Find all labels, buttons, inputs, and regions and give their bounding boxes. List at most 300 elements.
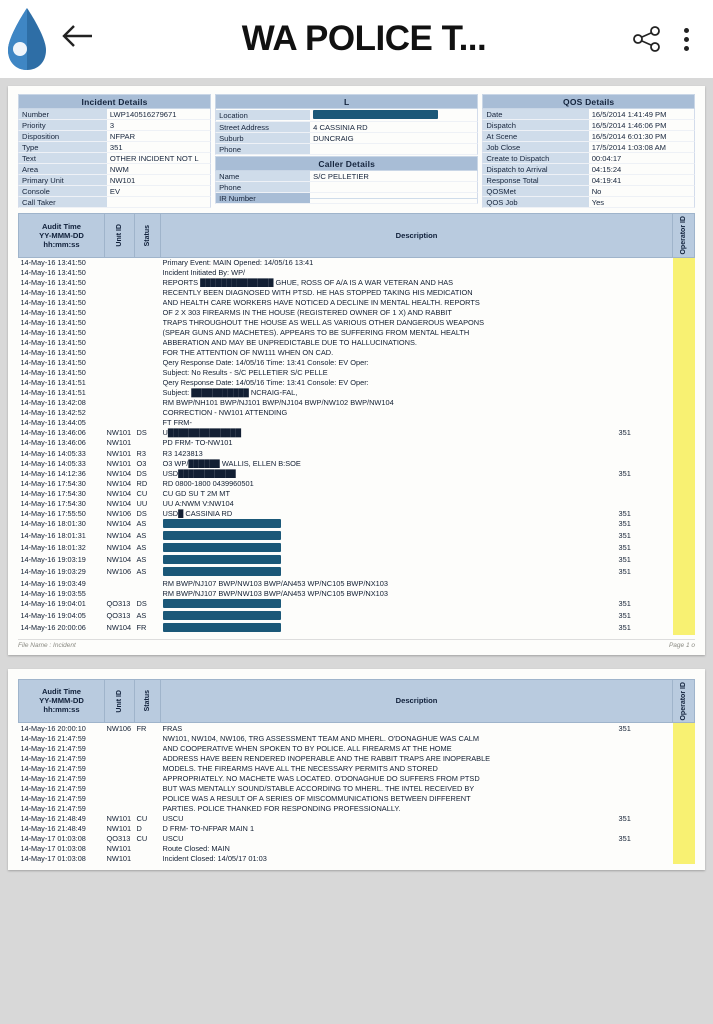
cell-unit-id: NW104: [106, 554, 132, 564]
cell-unit-id: NW104: [106, 498, 132, 508]
cell-operator-id: [673, 753, 695, 763]
cell-description: [161, 488, 673, 498]
kv-value: [310, 198, 477, 199]
kv-key: Area: [19, 164, 107, 174]
table-row: [19, 398, 695, 408]
cell-audit-time: 14-May-16 21:47:59: [20, 773, 86, 783]
col-status-label: Status: [144, 224, 151, 246]
cell-unit-id: [105, 308, 135, 318]
cell-unit-id: QO313: [106, 598, 131, 608]
description-code: [619, 398, 671, 407]
kv-key: Date: [483, 109, 588, 119]
table-row: [19, 348, 695, 358]
kv-key: Phone: [216, 144, 310, 154]
cell-operator-id: [673, 793, 695, 803]
description-text: CORRECTION - NW101 ATTENDING: [162, 408, 288, 418]
description-code: [619, 754, 671, 763]
kv-value: 16/5/2014 1:46:06 PM: [589, 120, 694, 130]
document-page-1: [8, 86, 705, 655]
cell-operator-id: [673, 438, 695, 448]
kv-value: 351: [107, 142, 210, 152]
cell-description: [161, 498, 673, 508]
col-audit-time: [19, 679, 105, 723]
cell-operator-id: [673, 508, 695, 518]
cell-description: [161, 611, 673, 623]
description-text: USCU: [162, 833, 184, 843]
cell-status: AS: [136, 518, 147, 528]
kv-key: Type: [19, 142, 107, 152]
kv-key: IR Number: [216, 193, 310, 203]
table-row: [19, 498, 695, 508]
col-status: [135, 679, 161, 723]
cell-description: [161, 278, 673, 288]
cell-unit-id: NW104: [106, 623, 132, 632]
cell-status: AS: [136, 566, 147, 576]
cell-status: AS: [136, 542, 147, 552]
cell-operator-id: [673, 743, 695, 753]
table-row: [19, 854, 695, 864]
kv-key: Street Address: [216, 122, 310, 132]
cell-audit-time: 14-May-16 18:01:30: [20, 518, 86, 528]
kv-key: Text: [19, 153, 107, 163]
cell-description: [161, 623, 673, 635]
cell-description: [161, 823, 673, 833]
kv-row: [215, 171, 478, 182]
location-details-band: L: [215, 94, 478, 109]
cell-unit-id: [105, 368, 135, 378]
cell-status: DS: [136, 598, 147, 608]
cell-status: [135, 308, 161, 318]
cell-operator-id: [673, 498, 695, 508]
table-row: [19, 438, 695, 448]
table-row: [19, 743, 695, 753]
col-operator-id-label: Operator ID: [680, 216, 687, 255]
kv-row: [18, 120, 211, 131]
cell-unit-id: NW101: [106, 813, 132, 823]
cell-status: [135, 783, 161, 793]
kv-value: NW101: [107, 175, 210, 185]
kv-key: Suburb: [216, 133, 310, 143]
description-text: BUT WAS MENTALLY SOUND/STABLE ACCORDING TO MHERL. THE INTEL RECEIVED BY: [162, 783, 475, 793]
cell-audit-time: 14-May-16 13:41:50: [20, 277, 86, 287]
cell-operator-id: [673, 368, 695, 378]
redaction-bar: [313, 110, 438, 119]
cell-operator-id: [673, 773, 695, 783]
cell-audit-time: 14-May-16 20:00:10: [20, 723, 86, 733]
redaction-bar: [163, 519, 281, 528]
kv-value: [310, 109, 477, 121]
table-row: [19, 813, 695, 823]
share-icon[interactable]: [632, 25, 662, 53]
cell-audit-time: 14-May-17 01:03:08: [20, 853, 86, 863]
table-row: [19, 566, 695, 578]
cell-audit-time: 14-May-16 13:42:52: [20, 408, 86, 418]
cell-status: DS: [136, 428, 147, 438]
description-code: [619, 378, 671, 387]
cell-audit-time: 14-May-16 18:01:31: [20, 530, 86, 540]
cell-unit-id: [105, 743, 135, 753]
cell-operator-id: [673, 398, 695, 408]
cell-status: [135, 438, 161, 448]
cell-unit-id: NW101: [106, 843, 132, 853]
kv-value: DUNCRAIG: [310, 133, 477, 143]
kv-value: OTHER INCIDENT NOT L: [107, 153, 210, 163]
cell-description: [161, 257, 673, 268]
description-code: [619, 459, 671, 468]
cell-status: [135, 278, 161, 288]
description-code: [619, 438, 671, 447]
cell-unit-id: [105, 589, 135, 599]
description-text: AND COOPERATIVE WHEN SPOKEN TO BY POLICE. ALL FIREARMS AT THE HOME: [162, 743, 452, 753]
description-code: [619, 388, 671, 397]
kv-key: At Scene: [483, 131, 588, 141]
kv-row: [18, 175, 211, 186]
kv-row: [482, 109, 695, 120]
description-code: 351: [618, 723, 631, 733]
cell-operator-id: [673, 388, 695, 398]
description-text: RECENTLY BEEN DIAGNOSED WITH PTSD. HE HAS STOPPED TAKING HIS MEDICATION: [162, 288, 473, 297]
cell-description: [161, 448, 673, 458]
cell-description: [161, 518, 673, 530]
description-code: [619, 268, 671, 277]
kv-value: [310, 187, 477, 188]
description-code: 351: [618, 598, 631, 608]
cell-operator-id: [673, 418, 695, 428]
cell-description: [161, 753, 673, 763]
cell-audit-time: 14-May-16 13:46:06: [20, 428, 86, 438]
cell-description: [161, 468, 673, 478]
description-code: 351: [618, 610, 631, 620]
description-text: TRAPS THROUGHOUT THE HOUSE AS WELL AS VARIOUS OTHER DANGEROUS WEAPONS: [162, 318, 485, 328]
col-audit-time-l2: YY-MMM-DD: [39, 696, 84, 706]
description-code: [619, 318, 671, 327]
table-row: [19, 823, 695, 833]
app-bar: [0, 0, 713, 78]
table-row: [19, 723, 695, 734]
kv-key: Create to Dispatch: [483, 153, 588, 163]
cell-audit-time: 14-May-16 21:47:59: [20, 753, 86, 763]
cell-description: [161, 318, 673, 328]
cell-unit-id: NW104: [106, 468, 132, 478]
cell-audit-time: 14-May-16 17:54:30: [20, 498, 86, 508]
cell-audit-time: 14-May-16 13:41:50: [20, 267, 86, 277]
cell-audit-time: 14-May-16 18:01:32: [20, 542, 86, 552]
audit-rows-page-2: [19, 723, 695, 864]
cell-description: [161, 733, 673, 743]
col-unit-id-label: Unit ID: [116, 223, 123, 247]
kv-value: 17/5/2014 1:03:08 AM: [589, 142, 694, 152]
kv-row: [482, 175, 695, 186]
description-code: [619, 308, 671, 317]
kv-value: NFPAR: [107, 131, 210, 141]
app-bar-actions: [632, 25, 699, 53]
cell-unit-id: [105, 793, 135, 803]
description-text: RM BWP/NH101 BWP/NJ101 BWP/NJ104 BWP/NW102 BWP/NW104: [162, 398, 394, 408]
cell-audit-time: 14-May-16 13:41:50: [20, 308, 86, 318]
kv-key: QOSMet: [483, 186, 588, 196]
cell-status: [135, 753, 161, 763]
redaction-bar: [163, 599, 281, 608]
cell-status: [135, 733, 161, 743]
kv-row: [482, 142, 695, 153]
kv-row: [18, 109, 211, 120]
audit-rows-page-1: [19, 257, 695, 635]
description-code: 351: [618, 566, 631, 576]
cell-unit-id: [105, 378, 135, 388]
back-arrow-icon[interactable]: [58, 23, 96, 55]
table-row: [19, 308, 695, 318]
cell-audit-time: 14-May-16 14:12:36: [20, 468, 86, 478]
table-row: [19, 478, 695, 488]
cell-status: FR: [136, 723, 147, 733]
description-text: [163, 555, 615, 566]
overflow-menu-icon[interactable]: [678, 26, 695, 53]
cell-unit-id: NW104: [106, 530, 132, 540]
cell-operator-id: [673, 578, 695, 588]
cell-description: [161, 783, 673, 793]
cell-description: [161, 438, 673, 448]
description-text: USD█ CASSINIA RD: [162, 508, 233, 518]
cell-description: [161, 554, 673, 566]
incident-details-band: Incident Details: [18, 94, 211, 109]
description-text: FRAS: [162, 723, 183, 733]
description-text: UU A:NWM V:NW104: [162, 498, 234, 508]
kv-key: Name: [216, 171, 310, 181]
kv-key: Priority: [19, 120, 107, 130]
cell-audit-time: 14-May-16 17:55:50: [20, 508, 86, 518]
description-text: OF 2 X 303 FIREARMS IN THE HOUSE (REGISTERED OWNER OF 1 X) AND RABBIT: [162, 308, 452, 318]
kv-value: [310, 149, 477, 150]
kv-row: [18, 131, 211, 142]
table-row: [19, 388, 695, 398]
cell-description: [161, 743, 673, 753]
cell-unit-id: [105, 348, 135, 358]
description-text: NW101, NW104, NW106, TRG ASSESSMENT TEAM AND MHERL. O'DONAGHUE WAS CALM: [162, 733, 480, 743]
description-text: Subject: ███████████ NCRAIG-FAL,: [162, 388, 298, 398]
cell-status: [135, 288, 161, 298]
cell-unit-id: NW104: [106, 478, 132, 488]
cell-unit-id: [105, 288, 135, 298]
cell-status: O3: [136, 458, 147, 468]
cell-operator-id: [673, 288, 695, 298]
qos-details-block: [482, 94, 695, 208]
description-text: APPROPRIATELY. NO MACHETE WAS LOCATED. O'DONAGHUE DO SUFFERS FROM PTSD: [162, 773, 480, 783]
description-text: USCU: [162, 813, 184, 823]
cell-audit-time: 14-May-16 13:44:05: [20, 418, 86, 428]
cell-operator-id: [673, 854, 695, 864]
description-code: 351: [618, 623, 631, 632]
table-row: [19, 268, 695, 278]
cell-operator-id: [673, 408, 695, 418]
table-row: [19, 328, 695, 338]
col-audit-time-l1: Audit Time: [41, 221, 82, 231]
description-text: MODELS. THE FIREARMS HAVE ALL THE NECESSARY PERMITS AND STORED: [162, 763, 438, 773]
cell-status: [135, 368, 161, 378]
kv-key: Call Taker: [19, 197, 107, 207]
cell-status: CU: [136, 833, 148, 843]
cell-unit-id: [105, 358, 135, 368]
description-code: [619, 499, 671, 508]
description-text: Qery Response Date: 14/05/16 Time: 13:41 Console: EV Oper:: [162, 358, 369, 368]
cell-operator-id: [673, 623, 695, 635]
description-code: 351: [618, 428, 631, 438]
description-code: 351: [618, 554, 631, 564]
cell-unit-id: NW101: [106, 428, 132, 438]
cell-status: [135, 348, 161, 358]
cell-audit-time: 14-May-16 13:46:06: [20, 438, 86, 448]
description-text: D FRM- TO-NFPAR MAIN 1: [162, 823, 255, 833]
cell-description: [161, 388, 673, 398]
kv-row: [482, 131, 695, 142]
description-code: 351: [618, 530, 631, 540]
cell-description: [161, 398, 673, 408]
cell-audit-time: 14-May-16 21:47:59: [20, 783, 86, 793]
description-code: [619, 744, 671, 753]
kv-row: [215, 109, 478, 122]
description-text: [163, 531, 615, 542]
cell-description: [161, 328, 673, 338]
cell-unit-id: [105, 733, 135, 743]
table-row: [19, 834, 695, 844]
cell-operator-id: [673, 348, 695, 358]
cell-audit-time: 14-May-16 19:04:01: [20, 598, 86, 608]
cell-unit-id: NW106: [106, 566, 132, 576]
kv-key: Response Total: [483, 175, 588, 185]
cell-status: CU: [136, 488, 148, 498]
cell-status: [135, 743, 161, 753]
description-code: [619, 328, 671, 337]
description-text: ABBERATION AND MAY BE UNPREDICTABLE DUE TO HALLUCINATIONS.: [162, 338, 417, 348]
table-row: [19, 518, 695, 530]
cell-status: AS: [136, 610, 147, 620]
cell-operator-id: [673, 458, 695, 468]
kv-row: [482, 153, 695, 164]
cell-description: [161, 358, 673, 368]
kv-row: [18, 142, 211, 153]
cell-operator-id: [673, 328, 695, 338]
kv-row: [18, 186, 211, 197]
cell-description: [161, 599, 673, 611]
cell-unit-id: NW104: [106, 542, 132, 552]
kv-value: 3: [107, 120, 210, 130]
table-row: [19, 488, 695, 498]
cell-description: [161, 408, 673, 418]
cell-status: [135, 793, 161, 803]
cell-unit-id: NW101: [106, 853, 132, 863]
cell-status: [135, 398, 161, 408]
cell-description: [161, 793, 673, 803]
table-row: [19, 288, 695, 298]
table-row: [19, 318, 695, 328]
description-text: POLICE WAS A RESULT OF A SERIES OF MISCOMMUNICATIONS BETWEEN DIFFERENT: [162, 793, 471, 803]
page-footer: [18, 639, 695, 649]
col-audit-time-l1: Audit Time: [41, 687, 82, 697]
cell-operator-id: [673, 257, 695, 268]
cell-audit-time: 14-May-16 19:04:05: [20, 610, 86, 620]
description-code: [619, 408, 671, 417]
kv-value: 16/5/2014 6:01:30 PM: [589, 131, 694, 141]
cell-description: [161, 844, 673, 854]
description-code: [619, 358, 671, 367]
cell-description: [161, 428, 673, 438]
table-row: [19, 257, 695, 268]
table-row: [19, 733, 695, 743]
cell-status: [135, 257, 161, 268]
kv-value: EV: [107, 186, 210, 196]
cell-description: [161, 338, 673, 348]
cell-unit-id: [105, 763, 135, 773]
location-details-block: [215, 94, 478, 208]
cell-status: R3: [136, 448, 146, 458]
kv-value: 4 CASSINIA RD: [310, 122, 477, 132]
kv-key: Console: [19, 186, 107, 196]
description-text: Route Closed: MAIN: [162, 843, 230, 853]
cell-unit-id: QO313: [106, 610, 131, 620]
cell-audit-time: 14-May-16 19:03:49: [20, 578, 86, 588]
cell-status: [135, 773, 161, 783]
table-row: [19, 468, 695, 478]
cell-description: [161, 773, 673, 783]
cell-unit-id: [105, 298, 135, 308]
table-row: [19, 773, 695, 783]
cell-status: [135, 328, 161, 338]
cell-status: AS: [136, 554, 147, 564]
description-text: Subject: No Results - S/C PELLETIER S/C PELLE: [162, 368, 328, 378]
cell-audit-time: 14-May-16 13:41:50: [20, 257, 86, 267]
cell-description: [161, 378, 673, 388]
description-text: [163, 543, 615, 554]
incident-details-block: [18, 94, 211, 208]
cell-unit-id: QO313: [106, 833, 131, 843]
description-text: R3 1423813: [162, 448, 203, 458]
description-text: AND HEALTH CARE WORKERS HAVE NOTICED A DECLINE IN MENTAL HEALTH. REPORTS: [162, 298, 480, 308]
col-unit-id-label: Unit ID: [116, 689, 123, 713]
cell-audit-time: 14-May-16 13:41:50: [20, 318, 86, 328]
description-code: [619, 854, 671, 863]
caller-details-band: Caller Details: [215, 156, 478, 171]
cell-status: CU: [136, 813, 148, 823]
cell-status: DS: [136, 468, 147, 478]
col-status: [135, 214, 161, 258]
description-text: RM BWP/NJ107 BWP/NW103 BWP/AN453 WP/NC105 BWP/NX103: [162, 588, 388, 598]
cell-operator-id: [673, 378, 695, 388]
cell-operator-id: [673, 298, 695, 308]
kv-row: [18, 153, 211, 164]
cell-description: [161, 723, 673, 734]
description-code: 351: [618, 813, 631, 823]
description-code: [619, 734, 671, 743]
cell-description: [161, 288, 673, 298]
cell-unit-id: [105, 408, 135, 418]
table-row: [19, 358, 695, 368]
document-pages: [0, 78, 713, 870]
kv-row: [482, 120, 695, 131]
cell-audit-time: 14-May-16 21:47:59: [20, 763, 86, 773]
table-row: [19, 448, 695, 458]
cell-audit-time: 14-May-16 17:54:30: [20, 488, 86, 498]
description-text: RM BWP/NJ107 BWP/NW103 BWP/AN453 WP/NC105 BWP/NX103: [162, 578, 388, 588]
description-code: [619, 258, 671, 267]
col-audit-time-l3: hh:mm:ss: [43, 705, 80, 715]
cell-description: [161, 530, 673, 542]
table-row: [19, 554, 695, 566]
cell-status: FR: [136, 623, 147, 632]
description-text: [163, 519, 615, 530]
cell-unit-id: [105, 338, 135, 348]
description-code: [619, 784, 671, 793]
kv-row: [18, 197, 211, 208]
cell-unit-id: [105, 257, 135, 268]
